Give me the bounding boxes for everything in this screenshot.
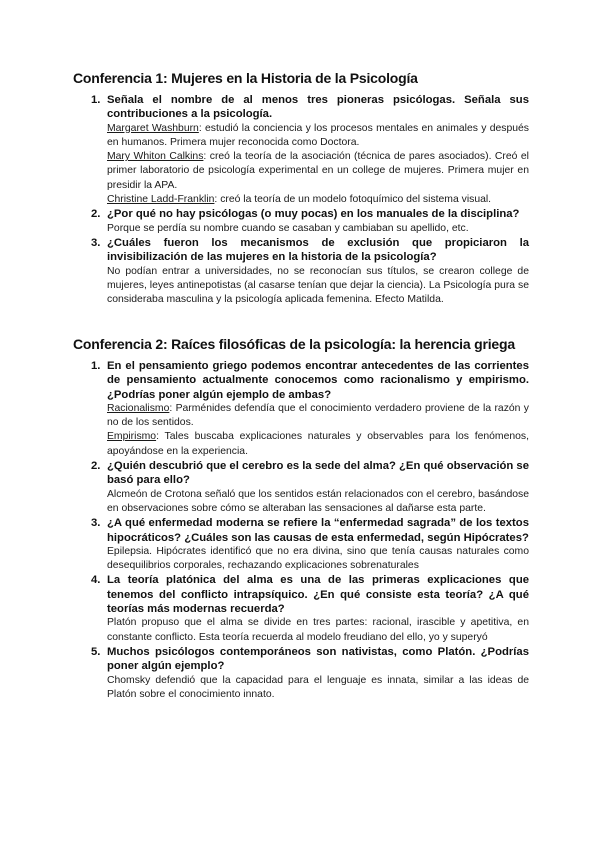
question-number: 1. bbox=[91, 360, 101, 372]
question-text: ¿Quién descubrió que el cerebro es la sede del alma? ¿En qué observación se basó para ello? bbox=[107, 460, 529, 487]
answer-label: Christine Ladd-Franklin bbox=[107, 194, 215, 206]
question-text: En el pensamiento griego podemos encontrar antecedentes de las corrientes de pensamiento actualmente conocemos como racionalismo y empirismo. ¿Podrías poner algún ejemplo de ambas? bbox=[107, 360, 529, 401]
question-item bbox=[73, 207, 529, 236]
question-item bbox=[73, 236, 529, 307]
answer-text: No podían entrar a universidades, no se reconocían sus títulos, se crearon college de mujeres, leyes antinepotistas (al casarse tenían que dejar la ciencia). La Psicología pura se consideraba masculina y la psicología aplicada femenina. Efecto Matilda. bbox=[107, 265, 529, 306]
question-item bbox=[73, 359, 529, 459]
answer-text: Porque se perdía su nombre cuando se casaban y cambiaban su apellido, etc. bbox=[107, 222, 469, 234]
question-number: 5. bbox=[91, 645, 101, 658]
question-item bbox=[73, 645, 529, 702]
answer-paragraph bbox=[107, 430, 529, 459]
question-item bbox=[73, 516, 529, 573]
section-title: Conferencia 2: Raíces filosóficas de la psicología: la herencia griega bbox=[73, 336, 515, 352]
answer-text: Alcmeón de Crotona señaló que los sentidos están relacionados con el cerebro, basándose en observaciones sobre cómo se alteraban las sensaciones al dañarse esta parte. bbox=[107, 488, 529, 514]
question-text: Muchos psicólogos contemporáneos son nativistas, como Platón. ¿Podrías poner algún ejemplo? bbox=[107, 645, 529, 673]
question-text: ¿A qué enfermedad moderna se refiere la “enfermedad sagrada” de los textos hipocráticos? ¿Cuáles son las causas de esta enfermedad, según Hipócrates? bbox=[107, 517, 529, 544]
answer-text: Platón propuso que el alma se divide en tres partes: racional, irascible y apetitiva, en constante conflicto. Esta teoría recuerda al modelo freudiano del ello, yo y superyó bbox=[107, 617, 529, 643]
question-list bbox=[73, 93, 529, 307]
answer-label: Racionalismo bbox=[107, 402, 170, 414]
answer-paragraph bbox=[107, 222, 529, 236]
question-number: 3. bbox=[91, 236, 101, 249]
question-number: 4. bbox=[91, 574, 101, 587]
answer-paragraph bbox=[107, 402, 529, 431]
answer-text: : creó la teoría de un modelo fotoquímico del sistema visual. bbox=[214, 194, 492, 206]
answer-paragraph bbox=[107, 122, 529, 151]
answer-paragraph bbox=[107, 674, 529, 703]
answer-text: : creó la teoría de la asociación (técnica de pares asociados). Creó el primer laboratorio de psicología experimental en un college de mujeres. Primera mujer en presidir la APA. bbox=[107, 151, 529, 191]
section-title: Conferencia 1: Mujeres en la Historia de la Psicología bbox=[73, 70, 418, 86]
question-number: 2. bbox=[91, 208, 101, 221]
answer-paragraph bbox=[107, 150, 529, 193]
section-conferencia-1 bbox=[73, 70, 529, 307]
question-text: Señala el nombre de al menos tres pioneras psicólogas. Señala sus contribuciones a la psicología. bbox=[107, 94, 529, 121]
question-number: 3. bbox=[91, 517, 101, 530]
answer-paragraph bbox=[107, 545, 529, 574]
answer-paragraph bbox=[107, 488, 529, 517]
answer-text: : estudió la conciencia y los procesos mentales en animales y después en humanos. Primera mujer reconocida como Doctora. bbox=[107, 122, 529, 148]
answer-label: Margaret Washburn bbox=[107, 122, 199, 134]
question-text: ¿Por qué no hay psicólogas (o muy pocas) en los manuales de la disciplina? bbox=[107, 208, 520, 221]
answer-text: : Tales buscaba explicaciones naturales y observables para los fenómenos, apoyándose en la experiencia. bbox=[107, 431, 529, 457]
answer-text: Chomsky defendió que la capacidad para el lenguaje es innata, similar a las ideas de Platón sobre el conocimiento innato. bbox=[107, 674, 529, 700]
answer-paragraph bbox=[107, 193, 529, 207]
question-item bbox=[73, 93, 529, 207]
section-conferencia-2 bbox=[73, 336, 529, 702]
question-text: ¿Cuáles fueron los mecanismos de exclusión que propiciaron la invisibilización de las mujeres en la historia de la psicología? bbox=[107, 236, 529, 264]
question-item bbox=[73, 459, 529, 516]
question-number: 1. bbox=[91, 94, 101, 106]
answer-label: Mary Whiton Calkins bbox=[107, 151, 204, 163]
answer-paragraph bbox=[107, 616, 529, 645]
answer-paragraph bbox=[107, 265, 529, 308]
question-list bbox=[73, 359, 529, 702]
question-item bbox=[73, 573, 529, 644]
answer-text: : Parménides defendía que el conocimiento verdadero proviene de la razón y no de los sentidos. bbox=[107, 402, 529, 429]
question-number: 2. bbox=[91, 460, 101, 473]
answer-text: Epilepsia. Hipócrates identificó que no era divina, sino que tenía causas naturales como desequilibrios corporales, rechazando explicaciones sobrenaturales bbox=[107, 545, 529, 572]
question-text: La teoría platónica del alma es una de las primeras explicaciones que tenemos del conflicto intrapsíquico. ¿En qué consiste esta teoría? ¿A qué teorías más modernas recuerda? bbox=[107, 574, 529, 616]
answer-label: Empirismo bbox=[107, 431, 157, 443]
